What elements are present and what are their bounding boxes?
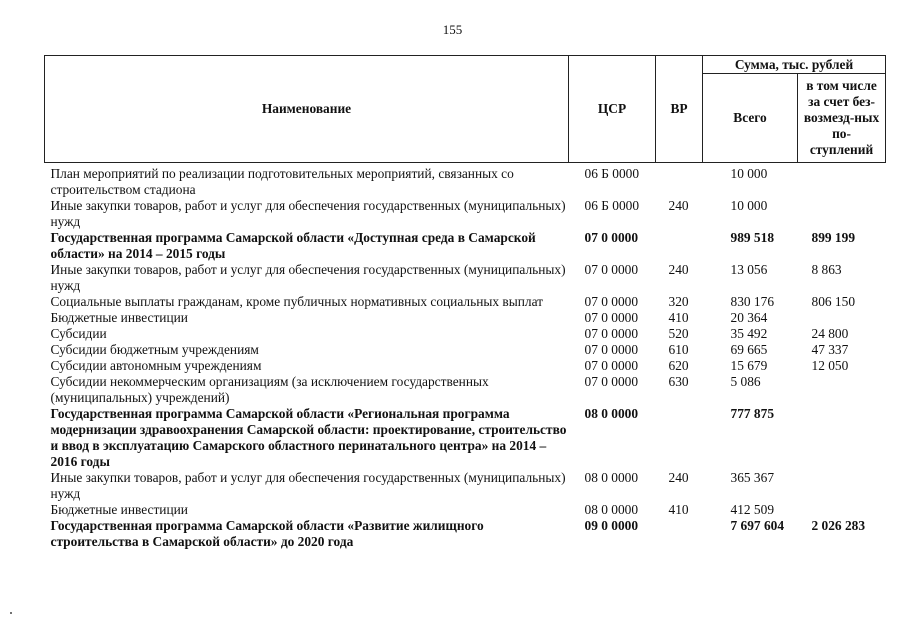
cell-total: 777 875 <box>730 406 775 421</box>
header-name: Наименование <box>45 56 569 163</box>
cell-csr: 08 0 0000 <box>584 406 639 421</box>
cell-csr: 07 0 0000 <box>584 326 639 341</box>
table-row <box>45 163 886 199</box>
table-row <box>45 358 886 374</box>
header-csr: ЦСР <box>569 56 656 163</box>
cell-name: Иные закупки товаров, работ и услуг для обеспечения государственных (муниципальных) нужд <box>50 262 566 293</box>
cell-gratuitous <box>798 163 886 199</box>
cell-csr: 07 0 0000 <box>584 358 639 373</box>
cell-csr: 08 0 0000 <box>584 502 639 517</box>
cell-name: Государственная программа Самарской области «Региональная программа модернизации здравоохранения Самарской области: проектирование, строительство и ввод в эксплуатацию Самарского областного перинатального центра» на 2014 – 2016 годы <box>50 406 567 469</box>
cell-total: 5 086 <box>730 374 761 389</box>
cell-name: Субсидии бюджетным учреждениям <box>50 342 259 357</box>
cell-gratuitous <box>798 470 886 502</box>
table-row <box>45 198 886 230</box>
cell-csr: 09 0 0000 <box>584 518 639 533</box>
cell-vr: 410 <box>668 502 689 517</box>
cell-csr: 08 0 0000 <box>584 470 639 485</box>
cell-vr <box>656 518 703 550</box>
cell-total: 830 176 <box>730 294 775 309</box>
cell-gratuitous <box>798 310 886 326</box>
cell-gratuitous: 899 199 <box>811 230 856 245</box>
cell-total: 989 518 <box>730 230 775 245</box>
cell-name: Иные закупки товаров, работ и услуг для обеспечения государственных (муниципальных) нужд <box>50 470 566 501</box>
cell-name: Государственная программа Самарской области «Развитие жилищного строительства в Самарской области» до 2020 года <box>50 518 484 549</box>
cell-total: 13 056 <box>730 262 768 277</box>
cell-name: Субсидии некоммерческим организациям (за исключением государственных (муниципальных) учреждений) <box>50 374 489 405</box>
cell-gratuitous <box>798 374 886 406</box>
cell-vr: 620 <box>668 358 689 373</box>
cell-gratuitous: 47 337 <box>811 342 849 357</box>
cell-vr: 520 <box>668 326 689 341</box>
cell-name: Субсидии автономным учреждениям <box>50 358 262 373</box>
cell-csr: 06 Б 0000 <box>584 198 640 213</box>
cell-total: 35 492 <box>730 326 768 341</box>
cell-gratuitous: 806 150 <box>811 294 856 309</box>
table-row <box>45 262 886 294</box>
cell-total: 10 000 <box>730 166 768 181</box>
cell-vr <box>656 406 703 470</box>
table-row <box>45 230 886 262</box>
table-body <box>45 163 886 551</box>
cell-csr: 07 0 0000 <box>584 230 639 245</box>
cell-vr: 610 <box>668 342 689 357</box>
cell-csr: 07 0 0000 <box>584 374 639 389</box>
cell-vr: 240 <box>668 198 689 213</box>
cell-name: Государственная программа Самарской области «Доступная среда в Самарской области» на 2014 – 2015 годы <box>50 230 536 261</box>
table-row <box>45 294 886 310</box>
cell-gratuitous: 2 026 283 <box>811 518 866 533</box>
cell-gratuitous: 8 863 <box>811 262 842 277</box>
cell-gratuitous <box>798 502 886 518</box>
cell-total: 69 665 <box>730 342 768 357</box>
cell-csr: 07 0 0000 <box>584 294 639 309</box>
table-row <box>45 502 886 518</box>
header-gratuitous: в том числе за счет без-возмезд-ных по-ступлений <box>798 74 886 163</box>
cell-total: 7 697 604 <box>730 518 785 533</box>
cell-name: Бюджетные инвестиции <box>50 310 188 325</box>
table-row <box>45 518 886 550</box>
cell-name: Социальные выплаты гражданам, кроме публичных нормативных социальных выплат <box>50 294 544 309</box>
table-row <box>45 342 886 358</box>
cell-csr: 07 0 0000 <box>584 262 639 277</box>
cell-name: Субсидии <box>50 326 107 341</box>
header-total: Всего <box>703 74 798 163</box>
cell-gratuitous: 12 050 <box>811 358 849 373</box>
cell-name: План мероприятий по реализации подготовительных мероприятий, связанных со строительством стадиона <box>50 166 514 197</box>
cell-total: 412 509 <box>730 502 775 517</box>
cell-vr: 240 <box>668 470 689 485</box>
table-row <box>45 406 886 470</box>
cell-vr: 410 <box>668 310 689 325</box>
cell-csr: 06 Б 0000 <box>584 166 640 181</box>
cell-total: 365 367 <box>730 470 775 485</box>
cell-vr <box>656 163 703 199</box>
cell-vr <box>656 230 703 262</box>
cell-csr: 07 0 0000 <box>584 310 639 325</box>
header-sum: Сумма, тыс. рублей <box>703 56 886 74</box>
cell-gratuitous: 24 800 <box>811 326 849 341</box>
cell-csr: 07 0 0000 <box>584 342 639 357</box>
table-row <box>45 326 886 342</box>
table-header <box>45 56 886 163</box>
cell-total: 15 679 <box>730 358 768 373</box>
scan-speck <box>10 612 12 614</box>
cell-vr: 240 <box>668 262 689 277</box>
cell-name: Бюджетные инвестиции <box>50 502 188 517</box>
cell-vr: 320 <box>668 294 689 309</box>
page-number: 155 <box>442 22 463 37</box>
cell-gratuitous <box>798 406 886 470</box>
table-row <box>45 374 886 406</box>
header-vr: ВР <box>656 56 703 163</box>
cell-total: 20 364 <box>730 310 768 325</box>
budget-table <box>44 55 886 550</box>
cell-gratuitous <box>798 198 886 230</box>
table-row <box>45 470 886 502</box>
table-row <box>45 310 886 326</box>
cell-name: Иные закупки товаров, работ и услуг для обеспечения государственных (муниципальных) нужд <box>50 198 566 229</box>
cell-vr: 630 <box>668 374 689 389</box>
cell-total: 10 000 <box>730 198 768 213</box>
